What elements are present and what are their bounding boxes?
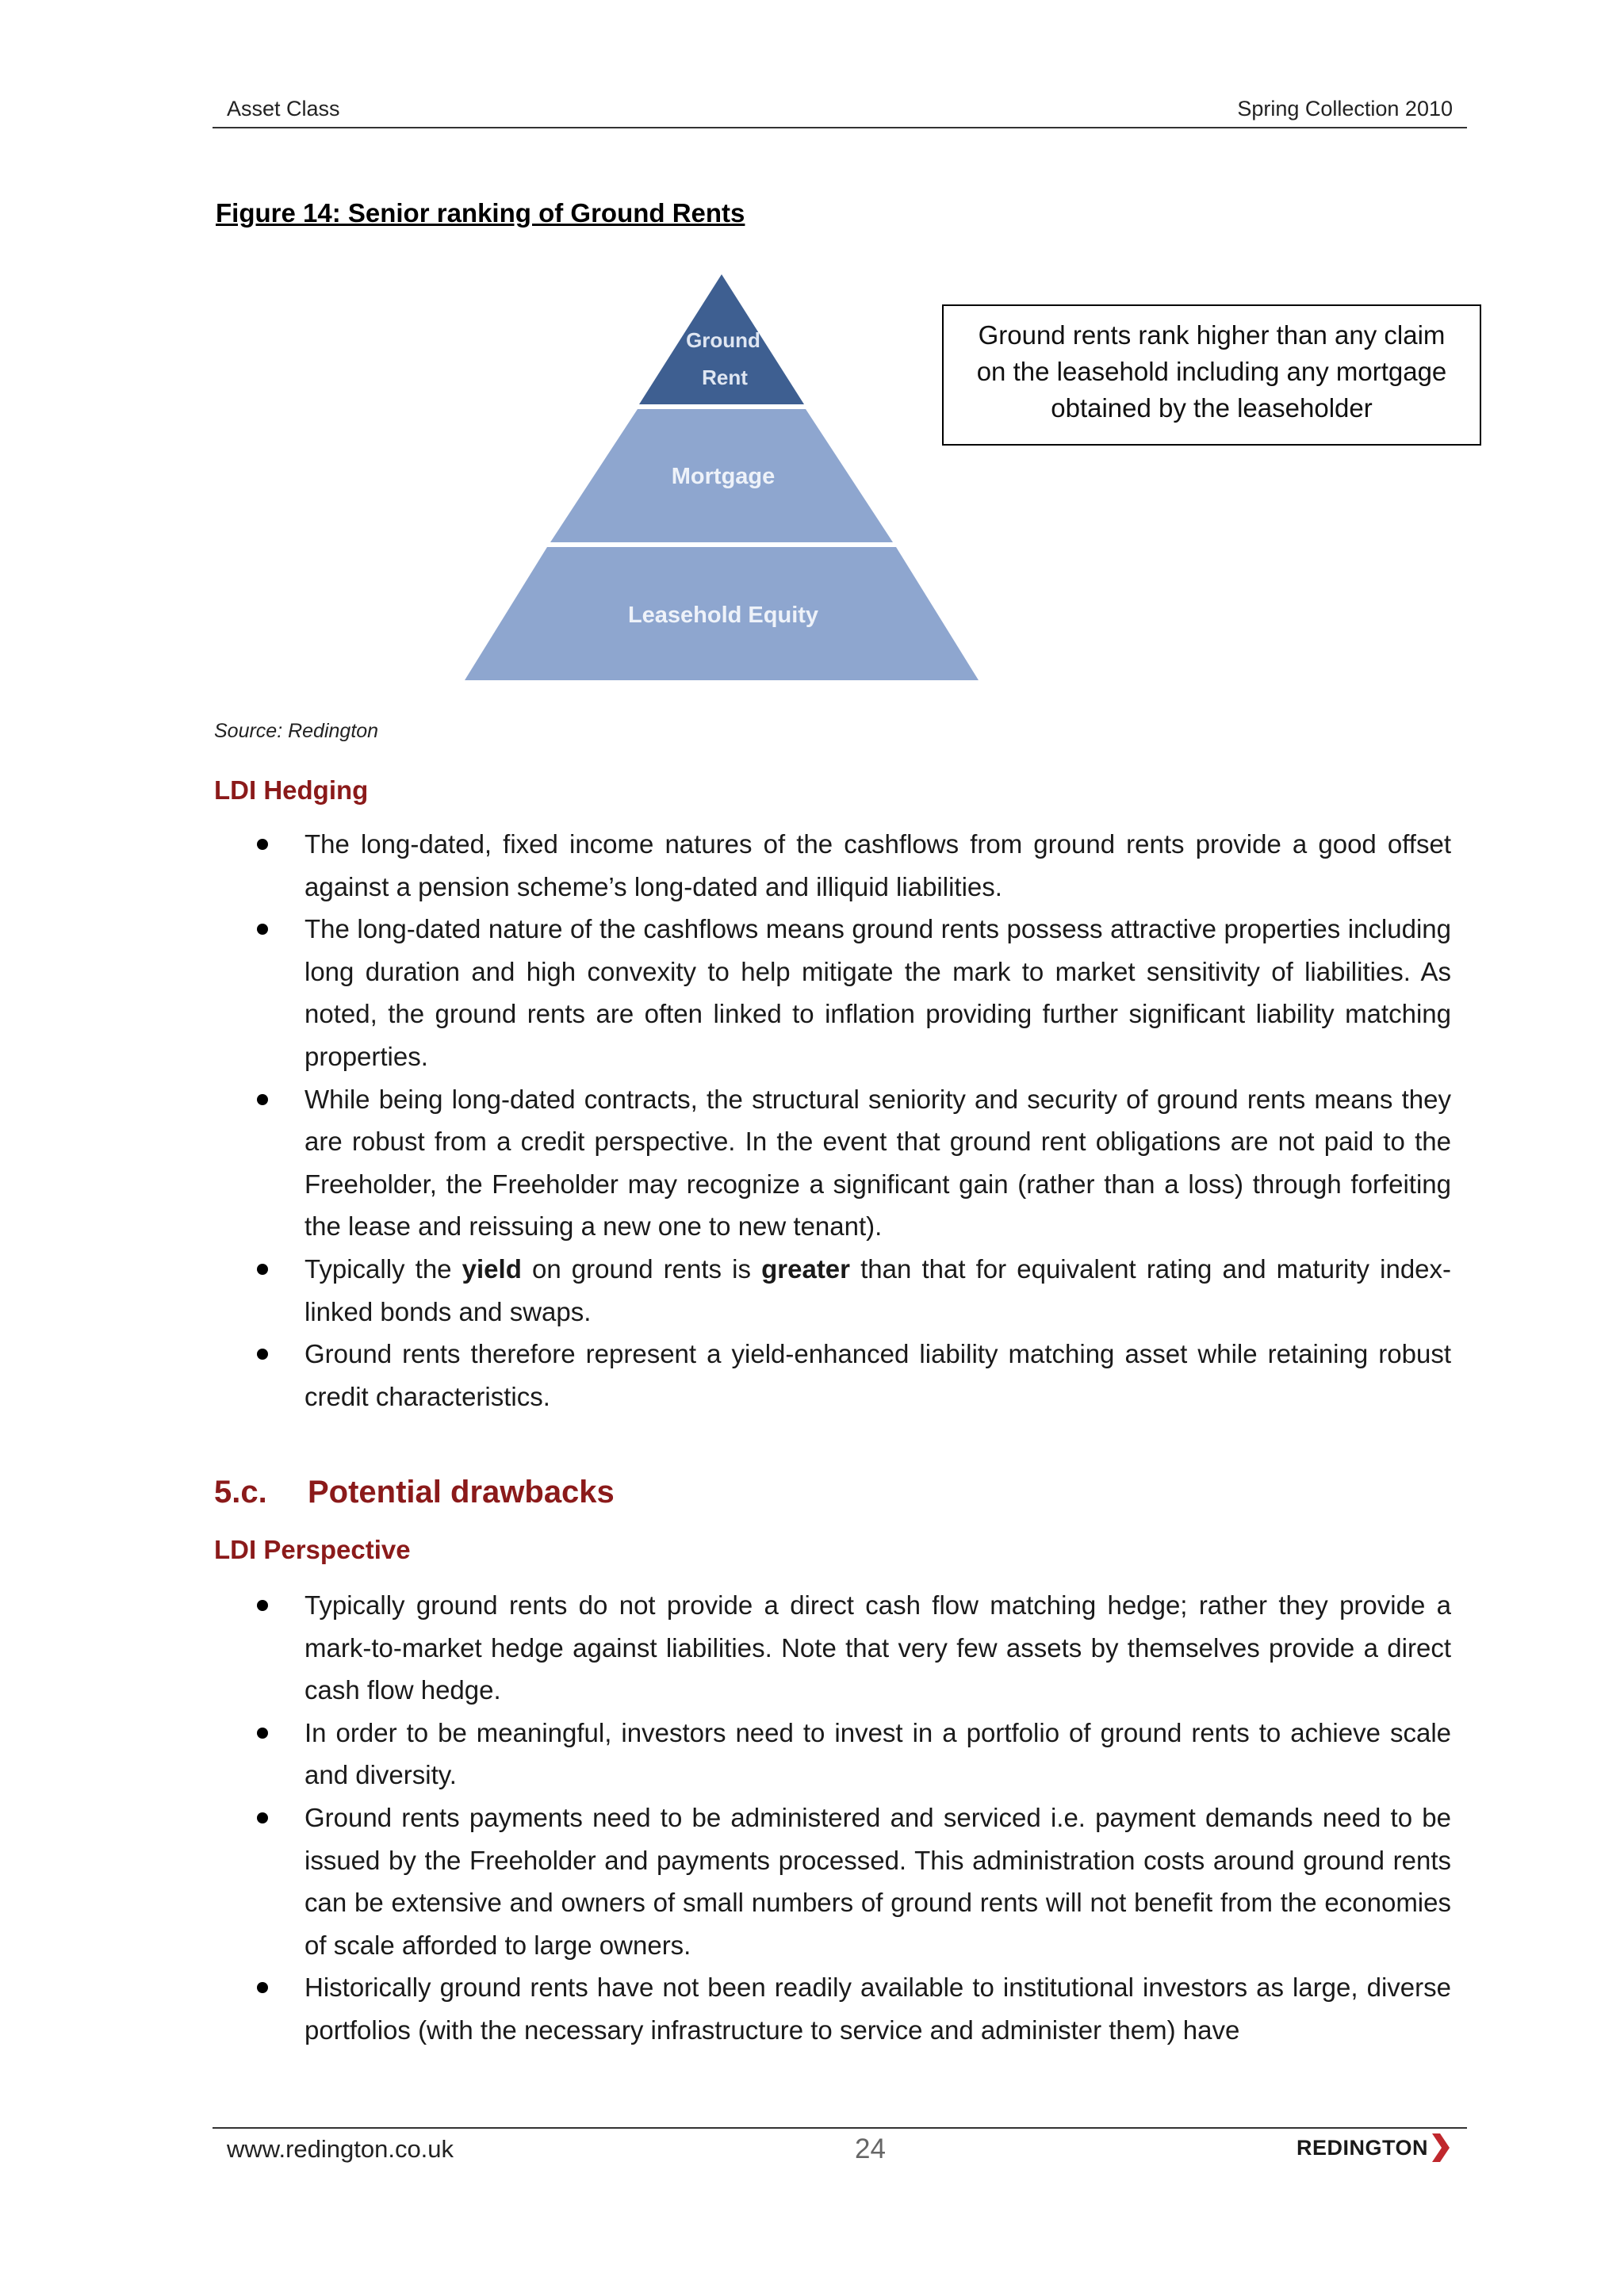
callout-line-2: on the leasehold including any mortgage [976, 357, 1447, 386]
list-item [214, 1248, 1451, 1333]
section-heading [214, 1475, 615, 1510]
ldi-hedging-list [214, 823, 1451, 1418]
pyramid-label-ground: Ground [686, 328, 760, 352]
bullet-icon [257, 1094, 268, 1105]
pyramid-label-leasehold-equity: Leasehold Equity [627, 603, 819, 628]
bullet-text: Historically ground rents have not been readily available to institutional investors as large, diverse portfolios (with the necessary infrastructure to service and administer them) have [304, 1973, 1451, 2045]
list-item [214, 823, 1451, 908]
list-item [214, 908, 1451, 1077]
redington-logo [1297, 2133, 1450, 2162]
ldi-perspective-list [214, 1584, 1451, 2052]
bullet-text: The long-dated nature of the cashflows means ground rents possess attractive properties including long duration and high convexity to help mitigate the mark to market sensitivity of liabilities. As noted, the ground rents are often linked to inflation providing further significant liability matching properties. [304, 914, 1451, 1071]
figure-source: Source: Redington [214, 720, 379, 742]
bullet-icon [257, 924, 268, 935]
bullet-icon [257, 1600, 268, 1611]
header-collection: Spring Collection 2010 [1237, 97, 1453, 121]
list-item [214, 1797, 1451, 1966]
footer-url-link[interactable]: www.redington.co.uk [227, 2135, 454, 2163]
chevron-right-icon [1431, 2133, 1450, 2162]
bullet-text: Ground rents payments need to be administered and serviced i.e. payment demands need to be issued by the Freeholder and payments processed. This administration costs around ground rents can be extensive and owners of small numbers of ground rents will not benefit from the economies of scale afforded to large owners. [304, 1802, 1451, 1960]
bullet-text: In order to be meaningful, investors need to invest in a portfolio of ground rents to achieve scale and diversity. [304, 1717, 1451, 1790]
bold-yield: yield [462, 1253, 522, 1284]
pyramid-label-mortgage: Mortgage [671, 464, 776, 489]
bullet-text: than that for equivalent rating and maturity index-linked bonds and swaps. [304, 1253, 1452, 1326]
header-asset-class: Asset Class [227, 97, 340, 121]
bullet-icon [257, 1812, 268, 1823]
figure-title: Figure 14: Senior ranking of Ground Rents [216, 198, 745, 228]
list-item [214, 1584, 1451, 1712]
list-item [214, 1333, 1451, 1418]
pyramid-label-rent: Rent [702, 365, 748, 389]
bullet-text: Ground rents therefore represent a yield-enhanced liability matching asset while retaining robust credit characteristics. [304, 1339, 1451, 1411]
bullet-text: The long-dated, fixed income natures of the cashflows from ground rents provide a good offset against a pension scheme’s long-dated and illiquid liabilities. [304, 829, 1451, 901]
bullet-icon [257, 1264, 268, 1275]
page-header [213, 94, 1467, 128]
page-footer [213, 2127, 1467, 2176]
section-number: 5.c. [214, 1475, 267, 1510]
bold-greater: greater [761, 1253, 850, 1284]
bullet-icon [257, 1349, 268, 1360]
ldi-hedging-heading: LDI Hedging [214, 775, 369, 805]
callout-line-3: obtained by the leaseholder [1051, 393, 1373, 423]
bullet-text: on ground rents is [521, 1253, 762, 1284]
bullet-text: While being long-dated contracts, the structural seniority and security of ground rents means they are robust from a credit perspective. In the event that ground rent obligations are not paid to the Freeholder, the Freeholder may recognize a significant gain (rather than a loss) through forfeiting the lease and reissuing a new one to new tenant). [304, 1084, 1451, 1242]
page-number: 24 [855, 2133, 886, 2164]
bullet-icon [257, 1982, 268, 1993]
ldi-perspective-heading: LDI Perspective [214, 1535, 411, 1564]
list-item [214, 1712, 1451, 1797]
bullet-icon [257, 839, 268, 850]
bullet-text: Typically the [304, 1253, 462, 1284]
list-item [214, 1078, 1451, 1248]
seniority-pyramid [460, 270, 983, 682]
logo-wordmark: REDINGTON [1296, 2135, 1428, 2160]
callout-line-1: Ground rents rank higher than any claim [978, 320, 1446, 350]
callout-box [942, 304, 1481, 446]
bullet-text: Typically ground rents do not provide a direct cash flow matching hedge; rather they provide a mark-to-market hedge against liabilities. Note that very few assets by themselves provide a direct cash flow hedge. [304, 1590, 1451, 1705]
section-title: Potential drawbacks [308, 1475, 615, 1510]
bullet-icon [257, 1728, 268, 1739]
list-item [214, 1966, 1451, 2051]
